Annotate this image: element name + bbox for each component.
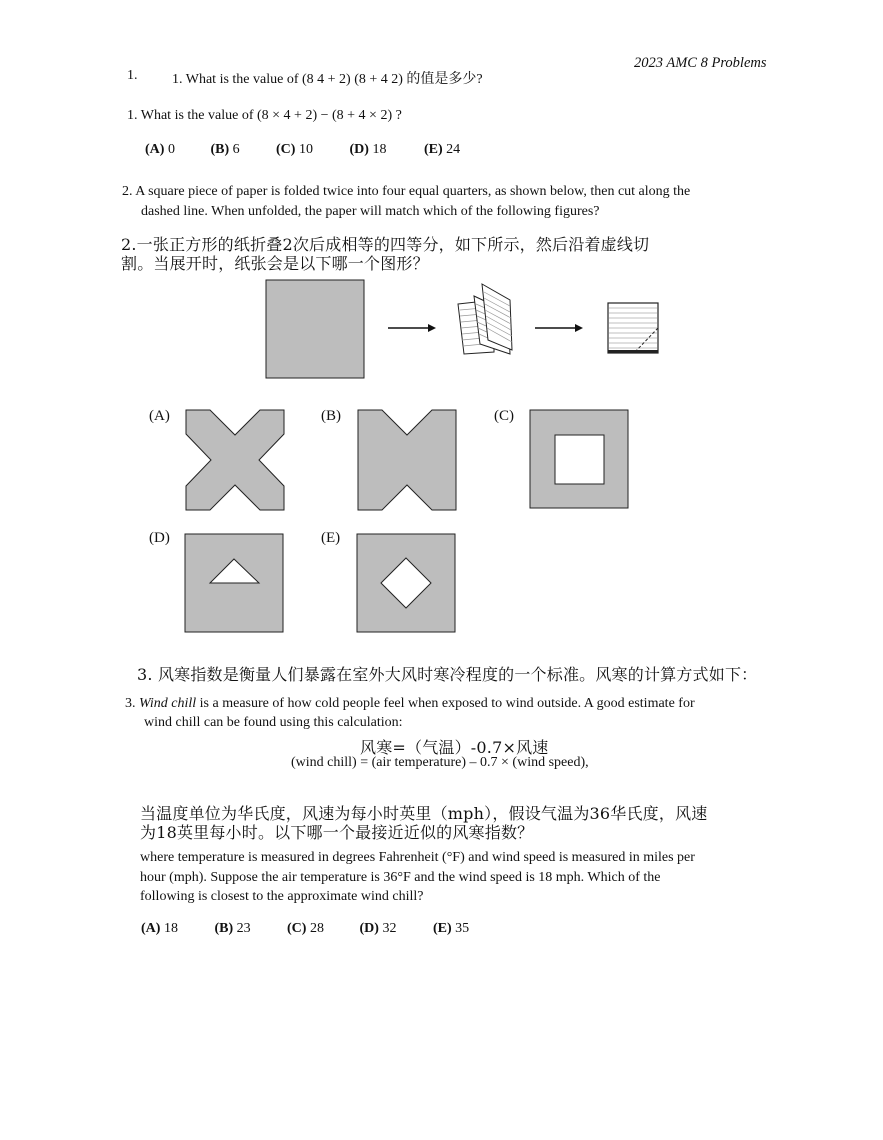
option-d-label: (D) (149, 530, 170, 546)
q3-zh-formula: 风寒=（气温）-0.7×风速 (360, 738, 549, 757)
q3-en-question-line1: where temperature is measured in degrees Fahrenheit (°F) and wind speed is measured in miles per (140, 850, 695, 865)
q1-choice-e: (E) 24 (424, 142, 461, 157)
arrow-right-icon (535, 324, 583, 332)
arrow-right-icon (388, 324, 436, 332)
folded-paper-icon (458, 284, 512, 354)
q2-zh-line1: 2.一张正方形的纸折叠2次后成相等的四等分，如下所示，然后沿着虚线切 (121, 235, 650, 254)
folded-square-icon (608, 303, 658, 353)
q2-zh-line2: 割。当展开时，纸张会是以下哪一个图形？ (121, 254, 429, 273)
q3-zh-question-line2: 为18英里每小时。以下哪一个最接近近似的风寒指数？ (140, 823, 534, 842)
q3-choice-a: (A) 18 (141, 921, 178, 936)
q3-choice-e: (E) 35 (433, 921, 470, 936)
q3-choice-b: (B) 23 (214, 921, 251, 936)
q3-choice-d: (D) 32 (359, 921, 397, 936)
q1-garbled-text: 1. What is the value of (8 4 + 2) (8 + 4 2) 的值是多少? (172, 72, 483, 87)
fold-diagram (260, 276, 670, 386)
option-a-label: (A) (149, 408, 170, 424)
q3-en-question-line3: following is closest to the approximate wind chill? (140, 889, 424, 904)
q1-question: 1. What is the value of (8 × 4 + 2) − (8 + 4 × 2) ? (127, 108, 402, 123)
option-b-label: (B) (321, 408, 341, 424)
q1-choices (145, 142, 460, 158)
q3-choices (141, 921, 469, 937)
option-c-figure (529, 409, 631, 511)
page-header: 2023 AMC 8 Problems (634, 55, 767, 71)
q1-choice-b: (B) 6 (210, 142, 240, 157)
q3-en-question-line2: hour (mph). Suppose the air temperature is 36°F and the wind speed is 18 mph. Which of the (140, 870, 661, 885)
q3-en-line1: 3. Wind chill is a measure of how cold people feel when exposed to wind outside. A good estimate for (125, 696, 695, 711)
q1-garbled-number: 1. (127, 68, 138, 83)
q3-zh-question-line1: 当温度单位为华氏度，风速为每小时英里（mph），假设气温为36华氏度，风速 (140, 804, 708, 823)
q3-en-line2: wind chill can be found using this calculation: (144, 715, 403, 730)
option-e-label: (E) (321, 530, 341, 546)
option-e-figure (356, 533, 458, 635)
q2-line1: 2. A square piece of paper is folded twice into four equal quarters, as shown below, then cut along the (122, 184, 691, 199)
unfolded-square (266, 280, 364, 378)
q1-choice-c: (C) 10 (276, 142, 313, 157)
q3-en-formula: (wind chill) = (air temperature) – 0.7 × (wind speed), (291, 755, 589, 770)
q3-zh-intro: 3. 风寒指数是衡量人们暴露在室外大风时寒冷程度的一个标准。风寒的计算方式如下： (137, 665, 758, 684)
q3-choice-c: (C) 28 (287, 921, 324, 936)
option-a-figure (184, 408, 286, 512)
q2-line2: dashed line. When unfolded, the paper will match which of the following figures? (141, 204, 600, 219)
q1-choice-d: (D) 18 (349, 142, 387, 157)
option-b-figure (356, 408, 458, 512)
option-c-label: (C) (494, 408, 514, 424)
q1-choice-a: (A) 0 (145, 142, 175, 157)
option-d-figure (184, 533, 286, 635)
